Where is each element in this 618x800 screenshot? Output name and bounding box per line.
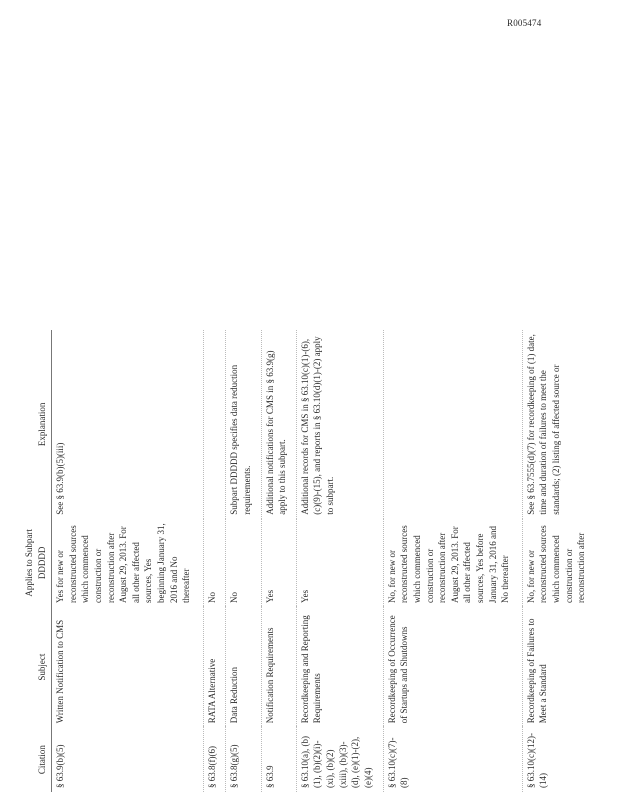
header-citation: Citation xyxy=(20,727,52,792)
cell-citation: § 63.10(c)(7)-(8) xyxy=(383,727,522,792)
table-row xyxy=(52,330,204,792)
cell-applies: Yes xyxy=(296,519,383,607)
cell-citation: § 63.10(a), (b)(1), (b)(2)(i)-(xi), (b)(2)(xiii), (b)(3)-(d), (e)(1)-(2), (e)(4) xyxy=(296,727,383,792)
table-row xyxy=(204,330,226,792)
header-subject: Subject xyxy=(20,607,52,727)
cell-applies: No, for new or reconstructed sources which commenced construction or reconstruction after xyxy=(525,525,587,603)
cell-subject: Data Reduction xyxy=(226,607,261,727)
cell-citation: § 63.9 xyxy=(261,727,296,792)
cell-explanation xyxy=(383,330,522,519)
cell-subject: Recordkeeping and Reporting Requirements xyxy=(296,607,383,727)
cell-explanation: See § 63.7555(d)(7) for recordkeeping of (1) date, time and duration of failures to meet the standards; (2) listing of affected source or xyxy=(525,334,562,515)
cell-explanation: Additional records for CMS in § 63.10(c)(1)-(6), (c)(9)-(15), and reports in § 63.10(d)(1)-(2) apply to subpart. xyxy=(296,330,383,519)
header-applies: Applies to Subpart DDDDD xyxy=(20,519,52,607)
cell-explanation: See § 63.9(b)(5)(iii) xyxy=(52,330,204,519)
cell-explanation: Additional notifications for CMS in § 63.9(g) apply to this subpart. xyxy=(261,330,296,519)
cell-subject: RATA Alternative xyxy=(204,607,226,727)
table-row xyxy=(383,330,522,792)
cell-subject: Recordkeeping of Occurrence of Startups and Shutdowns xyxy=(383,607,522,727)
table-row xyxy=(522,330,596,792)
cell-applies: No xyxy=(204,519,226,607)
cell-explanation: Subpart DDDDD specifies data reduction requirements. xyxy=(226,330,261,519)
header-explanation: Explanation xyxy=(20,330,52,519)
cell-applies: Yes xyxy=(261,519,296,607)
cell-subject: Notification Requirements xyxy=(261,607,296,727)
rotated-table-container xyxy=(20,330,596,792)
cell-subject: Recordkeeping of Failures to Meet a Standard xyxy=(525,618,549,724)
cell-applies: No xyxy=(226,519,261,607)
cell-subject: Written Notification to CMS xyxy=(52,607,204,727)
cell-citation: § 63.10(c)(12)-(14) xyxy=(525,733,549,788)
table-row xyxy=(226,330,261,792)
table-row xyxy=(296,330,383,792)
cell-applies: No, for new or reconstructed sources which commenced construction or reconstruction after August 29, 2013. For all other affected sources, Yes before January 31, 2016 and No thereafter xyxy=(383,519,522,607)
page-number: R005474 xyxy=(507,18,542,28)
cell-applies: Yes for new or reconstructed sources which commenced construction or reconstruction after August 29, 2013. For all other affected sources, Yes beginning January 31, 2016 and No thereafter xyxy=(52,519,204,607)
table-header-row xyxy=(20,330,52,792)
cell-explanation xyxy=(204,330,226,519)
cell-citation: § 63.8(f)(6) xyxy=(204,727,226,792)
applicability-table xyxy=(20,330,596,792)
table-row xyxy=(261,330,296,792)
cell-citation: § 63.8(g)(5) xyxy=(226,727,261,792)
cell-citation: § 63.9(b)(5) xyxy=(52,727,204,792)
